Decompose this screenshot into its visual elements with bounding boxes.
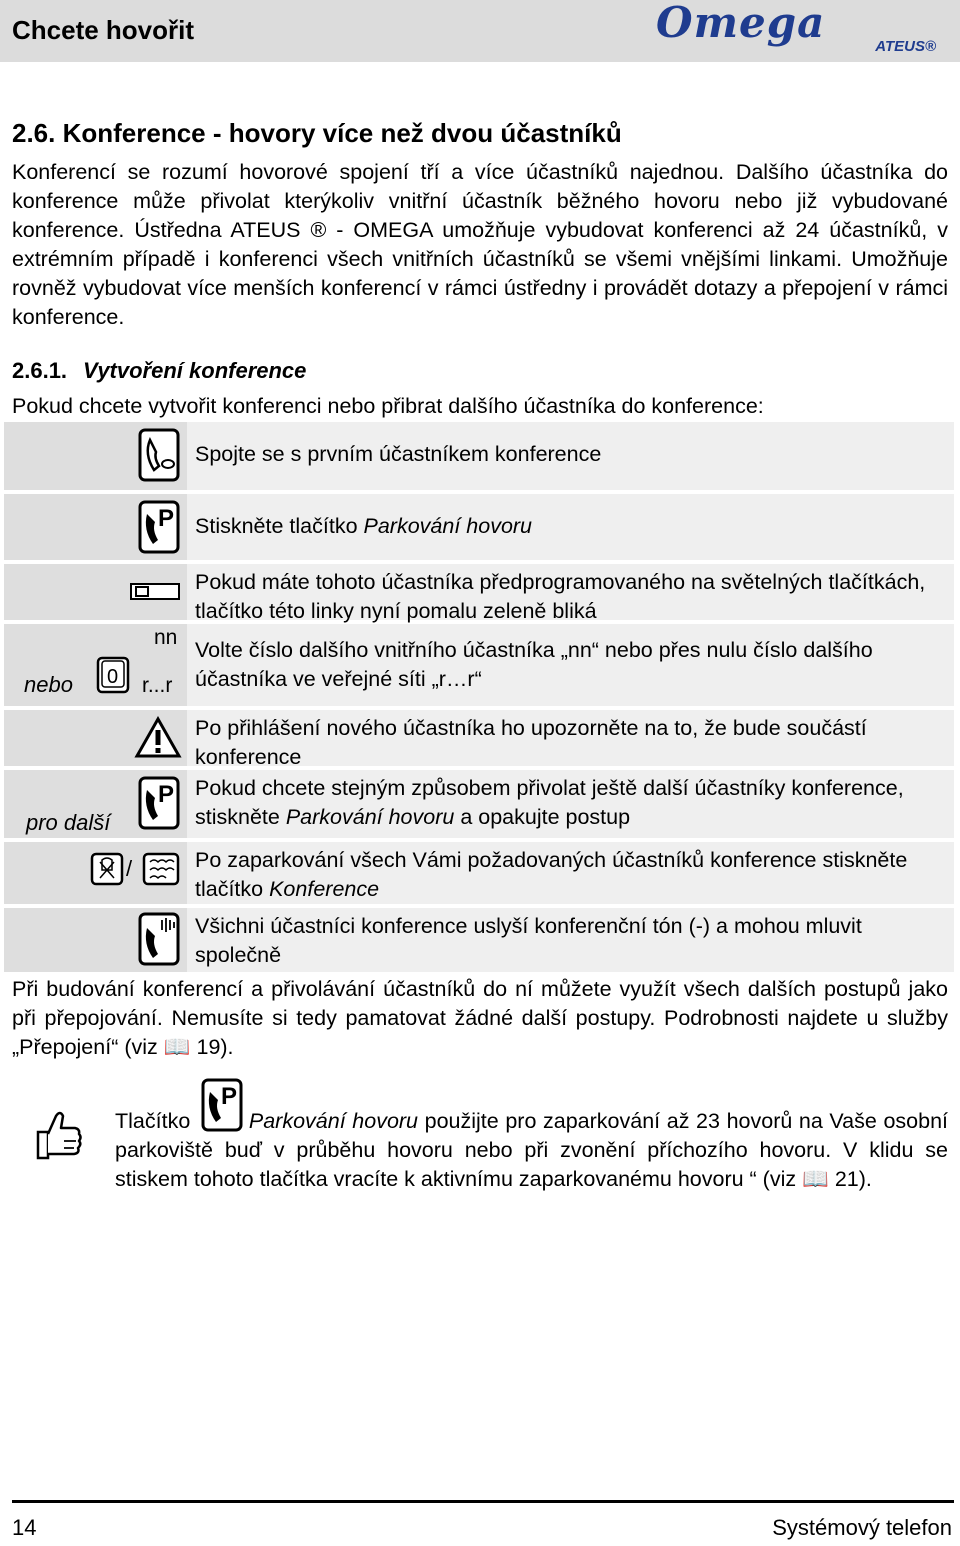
step-row <box>4 494 954 564</box>
subsection-lead: Pokud chcete vytvořit konferenci nebo přibrat dalšího účastníka do konference: <box>12 394 764 418</box>
svg-text:P: P <box>158 781 175 808</box>
page-header <box>0 0 960 62</box>
next-label: pro další <box>26 810 111 835</box>
rr-label: r...r <box>142 674 173 697</box>
subsection-number: 2.6.1. <box>12 358 68 383</box>
svg-text:P: P <box>220 1083 237 1110</box>
park-note: Tlačítko P Parkování hovoru použijte pro zaparkování až 23 hovorů na Vaše osobní parkoviště buď v průběhu hovoru nebo při zvonění příchozího hovoru. V klidu se stiskem tohoto tlačítka vracíte k aktivnímu zaparkovanému hovoru “ (viz 📖 21). <box>115 1107 948 1194</box>
footer-title: Systémový telefon <box>772 1515 952 1540</box>
section-heading: 2.6. Konference - hovory více než dvou účastníků <box>12 118 622 148</box>
page-number: 14 <box>12 1515 37 1540</box>
step-row <box>4 624 954 710</box>
park-key-icon <box>201 1078 245 1134</box>
svg-text:P: P <box>158 505 175 532</box>
svg-text:0: 0 <box>107 666 119 688</box>
slash-separator: / <box>126 856 133 881</box>
park-key-icon <box>138 776 182 832</box>
subsection-title: Vytvoření konference <box>83 358 307 383</box>
omega-logo <box>650 0 950 60</box>
step-text: Pokud chcete stejným způsobem přivolat ještě další účastníky konference, stiskněte Parkování hovoru a opakujte postup <box>187 770 954 838</box>
warning-icon <box>134 716 182 760</box>
zero-key-icon <box>96 656 132 696</box>
step-row <box>4 842 954 908</box>
step-text: Volte číslo dalšího vnitřního účastníka „nn“ nebo přes nulu číslo dalšího účastníka ve veřejné síti „r…r“ <box>187 624 954 706</box>
park-key-icon <box>138 500 182 556</box>
after-paragraph: Při budování konferencí a přivolávání účastníků do ní můžete využít všech dalších postupů jako při přepojování. Nemusíte si tedy pamatovat žádné další postupy. Podrobnosti najdete u služby „Přepojení“ (viz 📖 19). <box>12 977 948 1059</box>
step-text: Po přihlášení nového účastníka ho upozorněte na to, že bude součástí konference <box>187 710 954 766</box>
nn-label: nn <box>154 626 178 649</box>
step-text: Všichni účastníci konference uslyší konferenční tón (-) a mohou mluvit společně <box>187 908 954 972</box>
conference-key-icon <box>90 852 182 890</box>
step-row <box>4 564 954 624</box>
step-text: Spojte se s prvním účastníkem konference <box>187 422 954 490</box>
line-led-icon <box>130 582 182 602</box>
or-label: nebo <box>24 672 73 697</box>
thumbs-up-icon <box>34 1108 82 1162</box>
step-row <box>4 770 954 842</box>
step-text: Po zaparkování všech Vámi požadovaných účastníků konference stiskněte tlačítko Konference <box>187 842 954 904</box>
footer-rule <box>12 1500 954 1503</box>
ringing-handset-icon <box>138 912 182 968</box>
step-row <box>4 710 954 770</box>
step-text: Pokud máte tohoto účastníka předprogramovaného na světelných tlačítkách, tlačítko této linky nyní pomalu zeleně bliká <box>187 564 954 620</box>
handset-icon <box>138 428 182 484</box>
step-row <box>4 908 954 972</box>
step-row <box>4 422 954 494</box>
steps-table <box>4 422 954 972</box>
logo-subtext: ATEUS® <box>875 38 936 55</box>
step-text: Stiskněte tlačítko Parkování hovoru <box>187 494 954 560</box>
section-intro: Konferencí se rozumí hovorové spojení tří a více účastníků najednou. Dalšího účastníka do konference může přivolat kterýkoliv vnitřní účastník běžného hovoru nebo již vybudované konference. Ústředna ATEUS ® - OMEGA umožňuje vybudovat konferenci až 24 účastníků, v extrémním případě i konferenci všech vnitřních účastníků se všemi vnějšími linkami. Umožňuje rovněž vybudovat více menších konferencí v rámci ústředny i provádět dotazy a přepojení v rámci konference. <box>12 160 948 329</box>
header-title: Chcete hovořit <box>12 15 195 45</box>
subsection-heading <box>12 358 306 384</box>
logo-wordmark: Omega <box>656 0 826 47</box>
